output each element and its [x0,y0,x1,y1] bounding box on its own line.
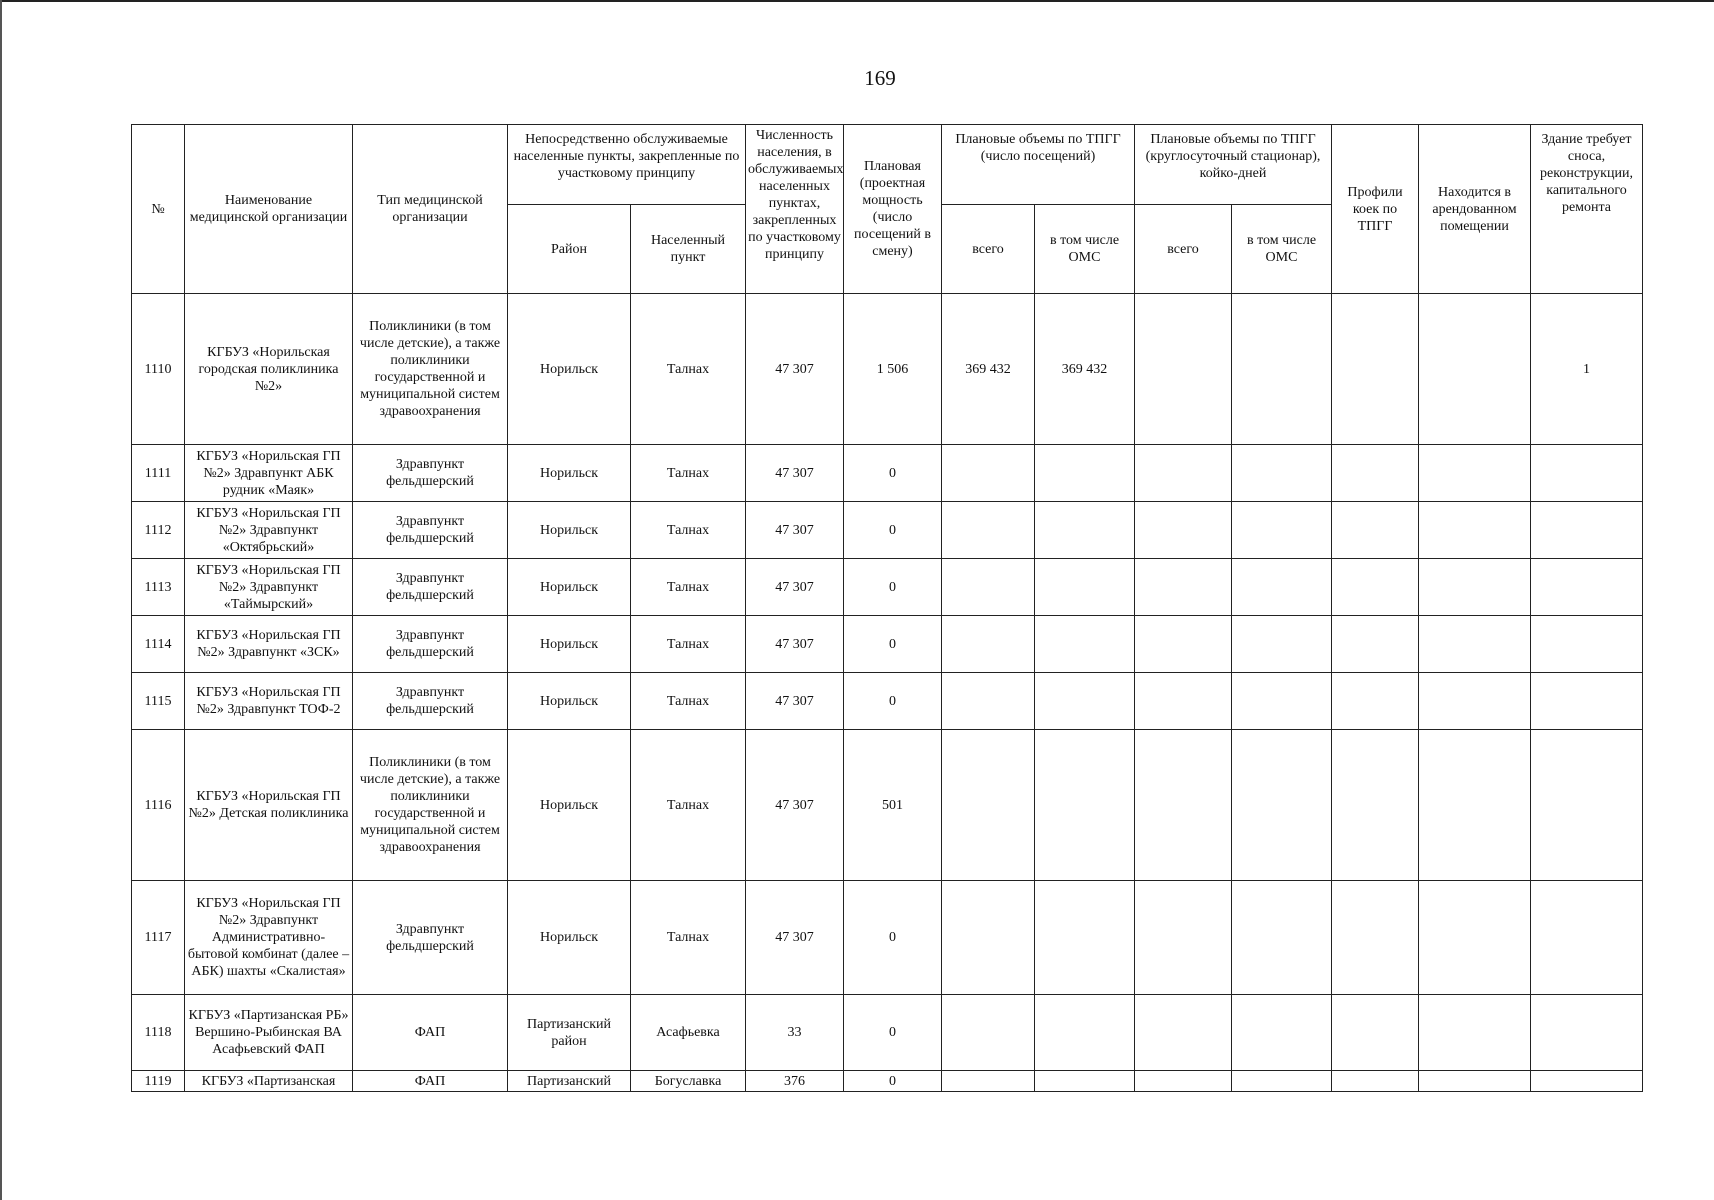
cell-district: Партизанский район [508,995,631,1071]
cell-population: 376 [746,1071,844,1092]
cell-capacity: 0 [844,881,942,995]
cell-district: Норильск [508,881,631,995]
cell-bed-profiles [1332,730,1419,881]
cell-district: Норильск [508,445,631,502]
cell-organization-name: КГБУЗ «Норильская ГП №2» Здравпункт «ЗСК» [185,616,353,673]
cell-rented [1419,730,1531,881]
cell-capacity: 0 [844,995,942,1071]
cell-district: Партизанский [508,1071,631,1092]
table-row [132,445,1643,502]
cell-beds-total [1135,559,1232,616]
cell-num: 1114 [132,616,185,673]
header-beds-total: всего [1135,205,1232,294]
cell-beds-oms [1232,445,1332,502]
cell-visits-total [942,881,1035,995]
header-beds-oms: в том числе ОМС [1232,205,1332,294]
cell-organization-name: КГБУЗ «Норильская ГП №2» Здравпункт АБК рудник «Маяк» [185,445,353,502]
cell-visits-total: 369 432 [942,294,1035,445]
cell-capacity: 0 [844,502,942,559]
header-capacity: Плановая (проектная мощность (число посещений в смену) [844,125,942,294]
cell-capacity: 1 506 [844,294,942,445]
header-rented-premises: Находится в арендованном помещении [1419,125,1531,294]
cell-beds-oms [1232,616,1332,673]
table-row [132,616,1643,673]
cell-population: 47 307 [746,616,844,673]
cell-population: 47 307 [746,881,844,995]
cell-district: Норильск [508,730,631,881]
cell-num: 1113 [132,559,185,616]
cell-num: 1111 [132,445,185,502]
table-row [132,995,1643,1071]
cell-beds-total [1135,445,1232,502]
header-visits-total: всего [942,205,1035,294]
cell-population: 47 307 [746,502,844,559]
cell-population: 47 307 [746,673,844,730]
table-row [132,730,1643,881]
header-bed-profiles: Профили коек по ТПГГ [1332,125,1419,294]
cell-population: 47 307 [746,294,844,445]
cell-visits-oms [1035,995,1135,1071]
table-row [132,294,1643,445]
cell-population: 47 307 [746,445,844,502]
cell-bed-profiles [1332,995,1419,1071]
cell-settlement: Талнах [631,294,746,445]
cell-bed-profiles [1332,881,1419,995]
page-top-border [0,0,1714,2]
cell-num: 1118 [132,995,185,1071]
cell-visits-oms [1035,445,1135,502]
cell-visits-total [942,673,1035,730]
cell-bed-profiles [1332,673,1419,730]
cell-visits-total [942,1071,1035,1092]
cell-beds-total [1135,616,1232,673]
header-served-settlements: Непосредственно обслуживаемые населенные пункты, закрепленные по участковому принципу [508,125,746,205]
cell-visits-total [942,730,1035,881]
page-left-border [0,0,2,1200]
cell-beds-oms [1232,730,1332,881]
cell-rented [1419,995,1531,1071]
cell-beds-oms [1232,1071,1332,1092]
cell-organization-name: КГБУЗ «Норильская ГП №2» Здравпункт «Таймырский» [185,559,353,616]
cell-bed-profiles [1332,559,1419,616]
cell-visits-oms [1035,881,1135,995]
cell-num: 1117 [132,881,185,995]
cell-organization-type: Здравпункт фельдшерский [353,502,508,559]
cell-visits-total [942,995,1035,1071]
cell-demolition [1531,673,1643,730]
cell-demolition [1531,881,1643,995]
cell-visits-total [942,502,1035,559]
cell-demolition [1531,559,1643,616]
table-row [132,1071,1643,1092]
cell-visits-total [942,559,1035,616]
page-number: 169 [864,66,896,90]
cell-visits-oms [1035,616,1135,673]
cell-district: Норильск [508,673,631,730]
cell-num: 1110 [132,294,185,445]
cell-capacity: 0 [844,559,942,616]
cell-beds-total [1135,995,1232,1071]
cell-beds-total [1135,881,1232,995]
cell-settlement: Талнах [631,673,746,730]
cell-beds-oms [1232,559,1332,616]
cell-organization-type: Поликлиники (в том числе детские), а также поликлиники государственной и муниципальной систем здравоохранения [353,294,508,445]
cell-bed-profiles [1332,616,1419,673]
cell-organization-type: Здравпункт фельдшерский [353,881,508,995]
header-name: Наименование медицинской организации [185,125,353,294]
cell-rented [1419,673,1531,730]
cell-district: Норильск [508,502,631,559]
cell-beds-oms [1232,294,1332,445]
cell-demolition [1531,1071,1643,1092]
cell-rented [1419,445,1531,502]
cell-rented [1419,294,1531,445]
header-type: Тип медицинской организации [353,125,508,294]
header-district: Район [508,205,631,294]
cell-organization-type: Здравпункт фельдшерский [353,673,508,730]
cell-settlement: Талнах [631,616,746,673]
cell-beds-total [1135,502,1232,559]
cell-num: 1112 [132,502,185,559]
cell-beds-total [1135,294,1232,445]
cell-capacity: 0 [844,1071,942,1092]
cell-organization-name: КГБУЗ «Партизанская РБ» Вершино-Рыбинская ВА Асафьевский ФАП [185,995,353,1071]
cell-num: 1119 [132,1071,185,1092]
cell-demolition: 1 [1531,294,1643,445]
cell-organization-type: Здравпункт фельдшерский [353,616,508,673]
cell-beds-total [1135,673,1232,730]
cell-settlement: Талнах [631,881,746,995]
cell-capacity: 0 [844,616,942,673]
header-bed-volumes: Плановые объемы по ТПГГ (круглосуточный стационар), койко-дней [1135,125,1332,205]
cell-rented [1419,616,1531,673]
cell-capacity: 501 [844,730,942,881]
cell-bed-profiles [1332,502,1419,559]
header-row-top [132,125,1643,205]
cell-demolition [1531,616,1643,673]
cell-population: 47 307 [746,730,844,881]
cell-visits-oms [1035,1071,1135,1092]
cell-num: 1116 [132,730,185,881]
cell-demolition [1531,502,1643,559]
cell-settlement: Талнах [631,445,746,502]
cell-rented [1419,881,1531,995]
cell-bed-profiles [1332,1071,1419,1092]
cell-visits-oms [1035,559,1135,616]
cell-settlement: Талнах [631,502,746,559]
cell-organization-name: КГБУЗ «Партизанская [185,1071,353,1092]
cell-rented [1419,559,1531,616]
cell-organization-type: Здравпункт фельдшерский [353,559,508,616]
cell-capacity: 0 [844,673,942,730]
cell-bed-profiles [1332,445,1419,502]
cell-organization-type: Поликлиники (в том числе детские), а также поликлиники государственной и муниципальной систем здравоохранения [353,730,508,881]
cell-settlement: Богуславка [631,1071,746,1092]
cell-beds-total [1135,1071,1232,1092]
cell-bed-profiles [1332,294,1419,445]
cell-beds-oms [1232,673,1332,730]
cell-beds-oms [1232,502,1332,559]
cell-settlement: Талнах [631,730,746,881]
header-population: Численность населения, в обслуживаемых населенных пунктах, закрепленных по участковому принципу [746,125,844,294]
cell-organization-name: КГБУЗ «Норильская ГП №2» Здравпункт «Октябрьский» [185,502,353,559]
cell-visits-oms: 369 432 [1035,294,1135,445]
cell-population: 47 307 [746,559,844,616]
cell-demolition [1531,445,1643,502]
cell-num: 1115 [132,673,185,730]
cell-visits-oms [1035,730,1135,881]
cell-organization-type: ФАП [353,995,508,1071]
cell-organization-type: Здравпункт фельдшерский [353,445,508,502]
header-demolition-required: Здание требует сноса, реконструкции, капитального ремонта [1531,125,1643,294]
table-row [132,673,1643,730]
cell-settlement: Асафьевка [631,995,746,1071]
cell-rented [1419,502,1531,559]
cell-capacity: 0 [844,445,942,502]
cell-visits-total [942,445,1035,502]
cell-organization-name: КГБУЗ «Норильская ГП №2» Детская поликлиника [185,730,353,881]
cell-rented [1419,1071,1531,1092]
table-row [132,881,1643,995]
cell-organization-name: КГБУЗ «Норильская ГП №2» Здравпункт Административно-бытовой комбинат (далее – АБК) шахты «Скалистая» [185,881,353,995]
header-num: № [132,125,185,294]
medical-organizations-table [131,124,1643,1092]
cell-organization-type: ФАП [353,1071,508,1092]
cell-population: 33 [746,995,844,1071]
cell-demolition [1531,730,1643,881]
cell-beds-total [1135,730,1232,881]
cell-organization-name: КГБУЗ «Норильская ГП №2» Здравпункт ТОФ-2 [185,673,353,730]
cell-visits-oms [1035,502,1135,559]
cell-visits-oms [1035,673,1135,730]
cell-district: Норильск [508,294,631,445]
header-visits-oms: в том числе ОМС [1035,205,1135,294]
table-row [132,502,1643,559]
cell-demolition [1531,995,1643,1071]
cell-settlement: Талнах [631,559,746,616]
cell-beds-oms [1232,881,1332,995]
header-visit-volumes: Плановые объемы по ТПГГ (число посещений) [942,125,1135,205]
cell-district: Норильск [508,559,631,616]
cell-visits-total [942,616,1035,673]
cell-organization-name: КГБУЗ «Норильская городская поликлиника №2» [185,294,353,445]
cell-district: Норильск [508,616,631,673]
cell-beds-oms [1232,995,1332,1071]
table-row [132,559,1643,616]
header-settlement: Населенный пункт [631,205,746,294]
